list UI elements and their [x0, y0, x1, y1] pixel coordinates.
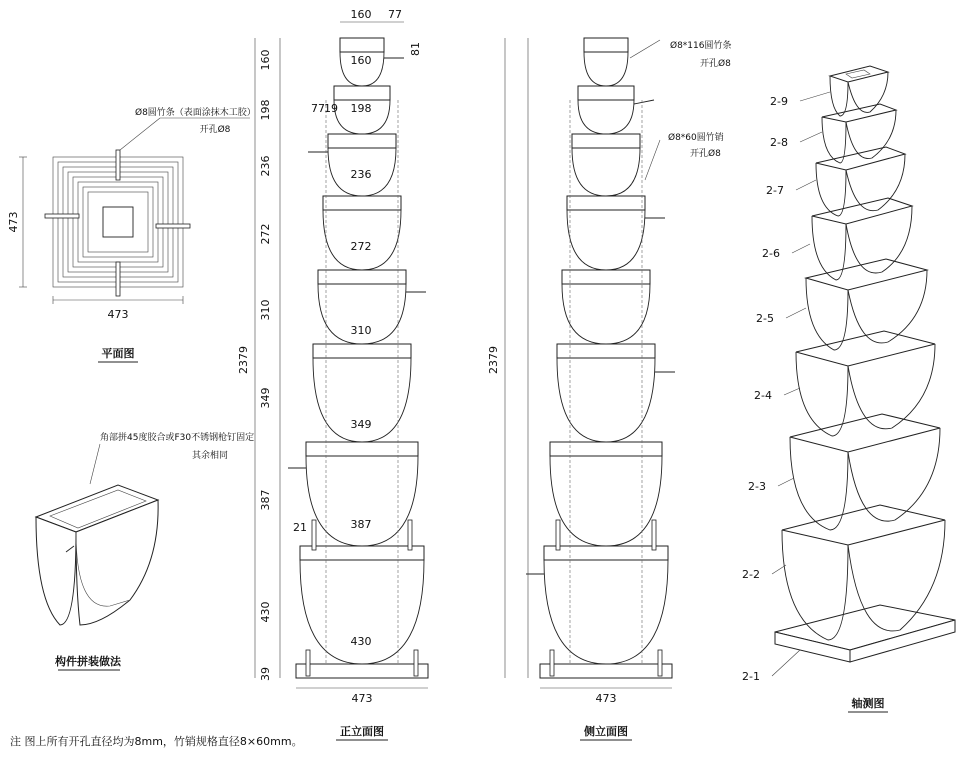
front-total-height: 2379 [237, 346, 250, 374]
assembly-note-1: 角部拼45度胶合或F30不锈钢枪钉固定 [100, 433, 255, 443]
plan-width-label: 473 [107, 308, 129, 321]
front-tier-height-9: 160 [259, 49, 272, 71]
side-base-width: 473 [595, 692, 617, 705]
plan-view [7, 106, 256, 362]
side-posts [550, 100, 662, 676]
axo-label-2-5: 2-5 [756, 312, 774, 325]
front-tier-height-7: 236 [259, 155, 272, 177]
axo-label-2-2: 2-2 [742, 568, 760, 581]
front-tier-height-8: 198 [259, 99, 272, 121]
side-tiers [526, 38, 675, 678]
front-tier-width-7: 236 [350, 168, 372, 181]
plan-peg-note-2: 开孔Ø8 [199, 125, 231, 135]
footnote: 注 图上所有开孔直径均为8mm，竹销规格直径8×60mm。 [10, 735, 303, 748]
axo-label-2-1: 2-1 [742, 670, 760, 683]
front-top-offset: 77 [388, 8, 402, 21]
front-tier-height-3: 387 [259, 489, 272, 511]
side-peg-note-a1: Ø8*116圆竹条 [670, 41, 732, 51]
axo-label-2-8: 2-8 [770, 136, 788, 149]
front-tier-height-2: 430 [259, 601, 272, 623]
side-elevation [487, 38, 732, 740]
front-elevation [237, 8, 428, 740]
assembly-block [36, 485, 158, 625]
front-tier-width-4: 349 [350, 418, 372, 431]
front-tier-width-3: 387 [350, 518, 372, 531]
front-tier-width-9: 160 [350, 54, 372, 67]
side-peg-note-b2: 开孔Ø8 [690, 149, 721, 159]
side-title: 侧立面图 [584, 725, 628, 738]
axo-label-2-7: 2-7 [766, 184, 784, 197]
assembly-view [36, 431, 254, 670]
assembly-title: 构件拼装做法 [55, 655, 121, 668]
front-offset-b: 19 [324, 102, 338, 115]
front-posts [306, 100, 418, 676]
plan-height-label: 473 [7, 211, 20, 233]
front-offset-a: 77 [311, 102, 325, 115]
front-tier-height-5: 310 [259, 299, 272, 321]
axo-label-2-3: 2-3 [748, 480, 766, 493]
axo-label-2-4: 2-4 [754, 389, 772, 402]
front-tier-width-5: 310 [350, 324, 372, 337]
front-tiers [288, 38, 428, 678]
plan-title: 平面图 [101, 347, 135, 360]
front-top-width: 160 [350, 8, 372, 21]
assembly-note-2: 其余相同 [191, 451, 229, 461]
plan-peg-note-1: Ø8圆竹条（表面涂抹木工胶） [135, 108, 256, 118]
front-tier-width-8: 198 [350, 102, 372, 115]
front-tier-height-1: 39 [259, 667, 272, 681]
side-peg-note-a2: 开孔Ø8 [700, 59, 731, 69]
front-offset-c: 21 [293, 521, 307, 534]
front-title: 正立面图 [340, 725, 384, 738]
axo-title: 轴测图 [851, 697, 885, 710]
front-base-width: 473 [351, 692, 373, 705]
side-peg-note-b1: Ø8*60圆竹销 [668, 133, 724, 143]
front-tier-height-4: 349 [259, 387, 272, 409]
axo-label-2-6: 2-6 [762, 247, 780, 260]
side-total-height: 2379 [487, 346, 500, 374]
axo-tiers [782, 66, 945, 640]
front-tier-height-6: 272 [259, 223, 272, 245]
front-tier-width-6: 272 [350, 240, 372, 253]
front-tier-width-2: 430 [350, 635, 372, 648]
axo-label-2-9: 2-9 [770, 95, 788, 108]
front-offset-d: 81 [409, 42, 422, 56]
axonometric-view [742, 66, 955, 712]
